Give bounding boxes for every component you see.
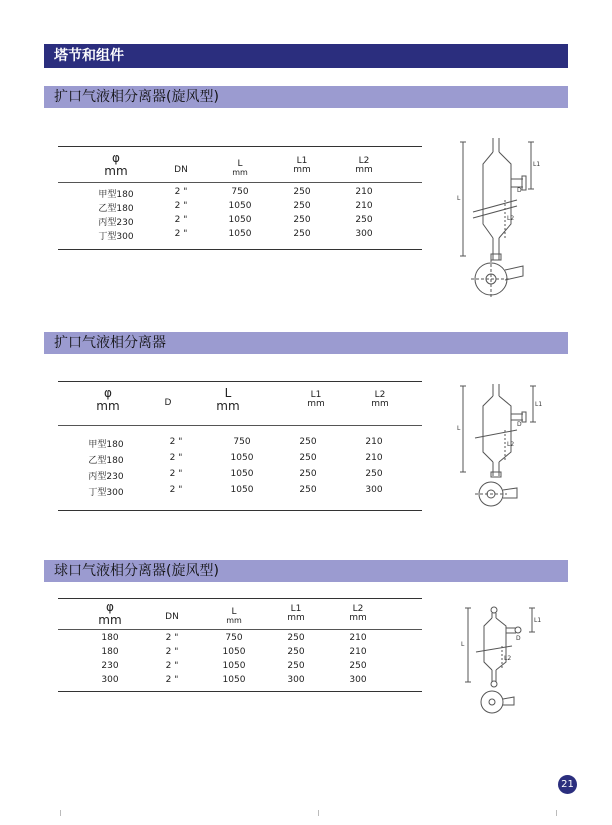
page-title: 塔节和组件 [44, 44, 568, 68]
diagram-label-d: D [517, 187, 522, 194]
table-top-rule [58, 146, 422, 147]
header-l1: L1 mm [287, 604, 305, 624]
table-row: 乙型180 2 " 1050 250 210 [98, 201, 373, 214]
header-l: L mm [216, 386, 240, 413]
spec-table-2 [58, 381, 422, 515]
table-top-rule [58, 381, 422, 382]
header-l2: L2 mm [349, 604, 367, 624]
table-header-rule [58, 182, 422, 183]
crop-mark [60, 810, 67, 816]
header-l: L mm [226, 607, 242, 626]
separator-diagram-2 [455, 380, 555, 512]
table-row: 180 2 " 750 250 210 [101, 633, 367, 643]
header-l: L mm [232, 159, 248, 178]
diagram-label-d: D [517, 421, 522, 428]
section-title-3: 球口气液相分离器(旋风型) [44, 560, 568, 582]
table-header-rule [58, 629, 422, 630]
table-row: 300 2 " 1050 300 300 [101, 675, 367, 685]
table-bottom-rule [58, 510, 422, 511]
table-row: 230 2 " 1050 250 250 [101, 661, 367, 671]
header-dn: DN [174, 165, 188, 175]
diagram-label-l1: L1 [534, 617, 542, 624]
header-l1: L1 mm [307, 390, 325, 410]
table-row: 甲型180 2 " 750 250 210 [88, 437, 383, 450]
spec-table-3 [58, 598, 422, 692]
section-title-1: 扩口气液相分离器(旋风型) [44, 86, 568, 108]
header-d: D [164, 398, 172, 408]
diagram-label-l: L [461, 641, 465, 648]
header-phi: φ mm [98, 600, 122, 627]
table-row: 甲型180 2 " 750 250 210 [98, 187, 373, 200]
separator-diagram-1 [455, 134, 555, 306]
header-l1: L1 mm [293, 156, 311, 176]
table-row: 丙型230 2 " 1050 250 250 [98, 215, 373, 228]
header-l2: L2 mm [355, 156, 373, 176]
table-row: 180 2 " 1050 250 210 [101, 647, 367, 657]
header-dn: DN [165, 612, 179, 622]
table-bottom-rule [58, 691, 422, 692]
crop-mark [556, 810, 563, 816]
header-phi: φ mm [104, 151, 128, 178]
table-header-rule [58, 425, 422, 426]
diagram-label-l2: L2 [507, 215, 515, 222]
diagram-label-l2: L2 [504, 655, 512, 662]
crop-mark [318, 810, 325, 816]
spec-table-1 [58, 146, 422, 254]
table-row: 丁型300 2 " 1050 250 300 [88, 485, 383, 498]
header-phi: φ mm [96, 386, 120, 413]
page-number-badge: 21 [558, 775, 577, 794]
diagram-label-l1: L1 [533, 161, 541, 168]
diagram-label-d: D [516, 635, 521, 642]
separator-diagram-3 [460, 600, 550, 716]
table-top-rule [58, 598, 422, 599]
section-title-2: 扩口气液相分离器 [44, 332, 568, 354]
table-bottom-rule [58, 249, 422, 250]
header-l2: L2 mm [371, 390, 389, 410]
diagram-label-l1: L1 [535, 401, 543, 408]
diagram-label-l: L [457, 195, 461, 202]
table-row: 丙型230 2 " 1050 250 250 [88, 469, 383, 482]
diagram-label-l2: L2 [507, 441, 515, 448]
table-row: 丁型300 2 " 1050 250 300 [98, 229, 373, 242]
diagram-label-l: L [457, 425, 461, 432]
table-row: 乙型180 2 " 1050 250 210 [88, 453, 383, 466]
